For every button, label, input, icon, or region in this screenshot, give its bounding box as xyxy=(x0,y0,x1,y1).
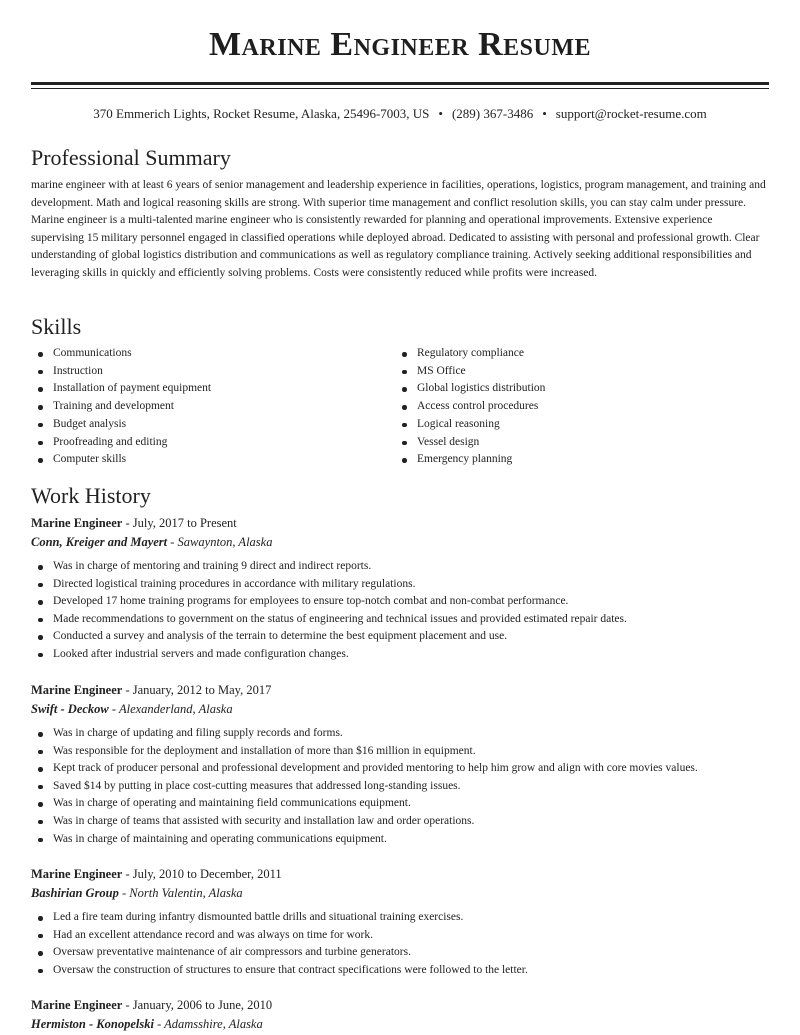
employer-name: Hermiston - Konopelski xyxy=(31,1017,154,1031)
skill-item: Logical reasoning xyxy=(395,416,765,434)
duty-item: Directed logistical training procedures in accordance with military regulations. xyxy=(31,576,769,594)
job-duties-list xyxy=(31,725,769,848)
job-title: Marine Engineer xyxy=(31,683,123,697)
skill-item: Access control procedures xyxy=(395,398,765,416)
skill-item: Emergency planning xyxy=(395,451,765,469)
employer-name: Conn, Kreiger and Mayert xyxy=(31,535,168,549)
skill-item: Regulatory compliance xyxy=(395,345,765,363)
work-history-heading: Work History xyxy=(31,483,151,508)
job-employer-line xyxy=(31,1015,263,1033)
contact-email: support@rocket-resume.com xyxy=(555,106,707,121)
skill-item: MS Office xyxy=(395,363,765,381)
contact-line xyxy=(31,106,769,122)
duty-item: Kept track of producer personal and professional development and provided mentoring to help him grow and align with core movies values. xyxy=(31,760,769,778)
duty-item: Saved $14 by putting in place cost-cutting measures that addressed long-standing issues. xyxy=(31,778,769,796)
employer-location: - North Valentin, Alaska xyxy=(118,886,243,900)
duty-item: Oversaw preventative maintenance of air compressors and turbine generators. xyxy=(31,944,769,962)
employer-location: - Adamsshire, Alaska xyxy=(153,1017,263,1031)
skill-item: Computer skills xyxy=(31,451,391,469)
skills-list-right xyxy=(395,345,765,469)
skill-item: Vessel design xyxy=(395,434,765,452)
job-employer-line xyxy=(31,884,243,902)
employer-name: Bashirian Group xyxy=(31,886,119,900)
duty-item: Was in charge of updating and filing supply records and forms. xyxy=(31,725,769,743)
job-employer-line xyxy=(31,700,233,718)
duty-item: Conducted a survey and analysis of the terrain to determine the best equipment placement and use. xyxy=(31,628,769,646)
summary-heading: Professional Summary xyxy=(31,145,231,170)
contact-phone: (289) 367-3486 xyxy=(451,106,534,121)
contact-separator: • xyxy=(438,106,443,121)
skill-item: Communications xyxy=(31,345,391,363)
job-duties-list xyxy=(31,909,769,979)
job-duties-list xyxy=(31,558,769,664)
duty-item: Looked after industrial servers and made configuration changes. xyxy=(31,646,769,664)
resume-title: Marine Engineer Resume xyxy=(208,26,592,63)
job-header xyxy=(31,514,237,532)
summary-text: marine engineer with at least 6 years of senior management and leadership experience in facilities, operations, logistics, program management, and training and development. Math and logical reasoning skills are strong. With superior time management and conflict resolution skills, you can stay calm under pressure. Marine engineer is a multi-talented marine engineer who is consistently rewarded for planning and operational improvements. Extensive experience supervising 15 military personnel engaged in classified operations while deployed abroad. Dedicated to assisting with personal and professional growth. Clear understanding of global logistics distribution and communications as well as regulatory compliance training. Actively seeking additional responsibilities and leveraging skills in quickly and efficiently solving problems. Costs were consistently reduced while profits were increased. xyxy=(31,179,766,279)
job-header xyxy=(31,996,272,1014)
job-dates: - July, 2010 to December, 2011 xyxy=(122,867,282,881)
duty-item: Developed 17 home training programs for employees to ensure top-notch combat and non-combat performance. xyxy=(31,593,769,611)
employer-location: - Sawaynton, Alaska xyxy=(167,535,273,549)
skills-heading: Skills xyxy=(31,314,82,339)
skill-item: Budget analysis xyxy=(31,416,391,434)
job-title: Marine Engineer xyxy=(31,998,123,1012)
job-dates: - January, 2006 to June, 2010 xyxy=(122,998,273,1012)
duty-item: Was responsible for the deployment and installation of more than $16 million in equipment. xyxy=(31,743,769,761)
job-header xyxy=(31,681,271,699)
duty-item: Had an excellent attendance record and was always on time for work. xyxy=(31,927,769,945)
duty-item: Was in charge of maintaining and operating communications equipment. xyxy=(31,831,769,849)
employer-location: - Alexanderland, Alaska xyxy=(108,702,233,716)
job-title: Marine Engineer xyxy=(31,516,123,530)
job-dates: - January, 2012 to May, 2017 xyxy=(122,683,272,697)
skill-item: Training and development xyxy=(31,398,391,416)
skill-item: Global logistics distribution xyxy=(395,380,765,398)
duty-item: Was in charge of teams that assisted with security and installation law and order operations. xyxy=(31,813,769,831)
job-title: Marine Engineer xyxy=(31,867,123,881)
contact-separator: • xyxy=(542,106,547,121)
duty-item: Made recommendations to government on the status of engineering and technical issues and provided estimated repair dates. xyxy=(31,611,769,629)
job-header xyxy=(31,865,282,883)
job-dates: - July, 2017 to Present xyxy=(122,516,237,530)
header-rule-thin xyxy=(31,88,769,89)
job-employer-line xyxy=(31,533,272,551)
duty-item: Led a fire team during infantry dismounted battle drills and situational training exercises. xyxy=(31,909,769,927)
skill-item: Installation of payment equipment xyxy=(31,380,391,398)
contact-address: 370 Emmerich Lights, Rocket Resume, Alaska, 25496-7003, US xyxy=(93,106,430,121)
header-rule-thick xyxy=(31,82,769,85)
skill-item: Instruction xyxy=(31,363,391,381)
skill-item: Proofreading and editing xyxy=(31,434,391,452)
duty-item: Was in charge of mentoring and training 9 direct and indirect reports. xyxy=(31,558,769,576)
duty-item: Was in charge of operating and maintaining field communications equipment. xyxy=(31,795,769,813)
employer-name: Swift - Deckow xyxy=(31,702,109,716)
skills-list-left xyxy=(31,345,391,469)
duty-item: Oversaw the construction of structures to ensure that contract specifications were followed to the letter. xyxy=(31,962,769,980)
